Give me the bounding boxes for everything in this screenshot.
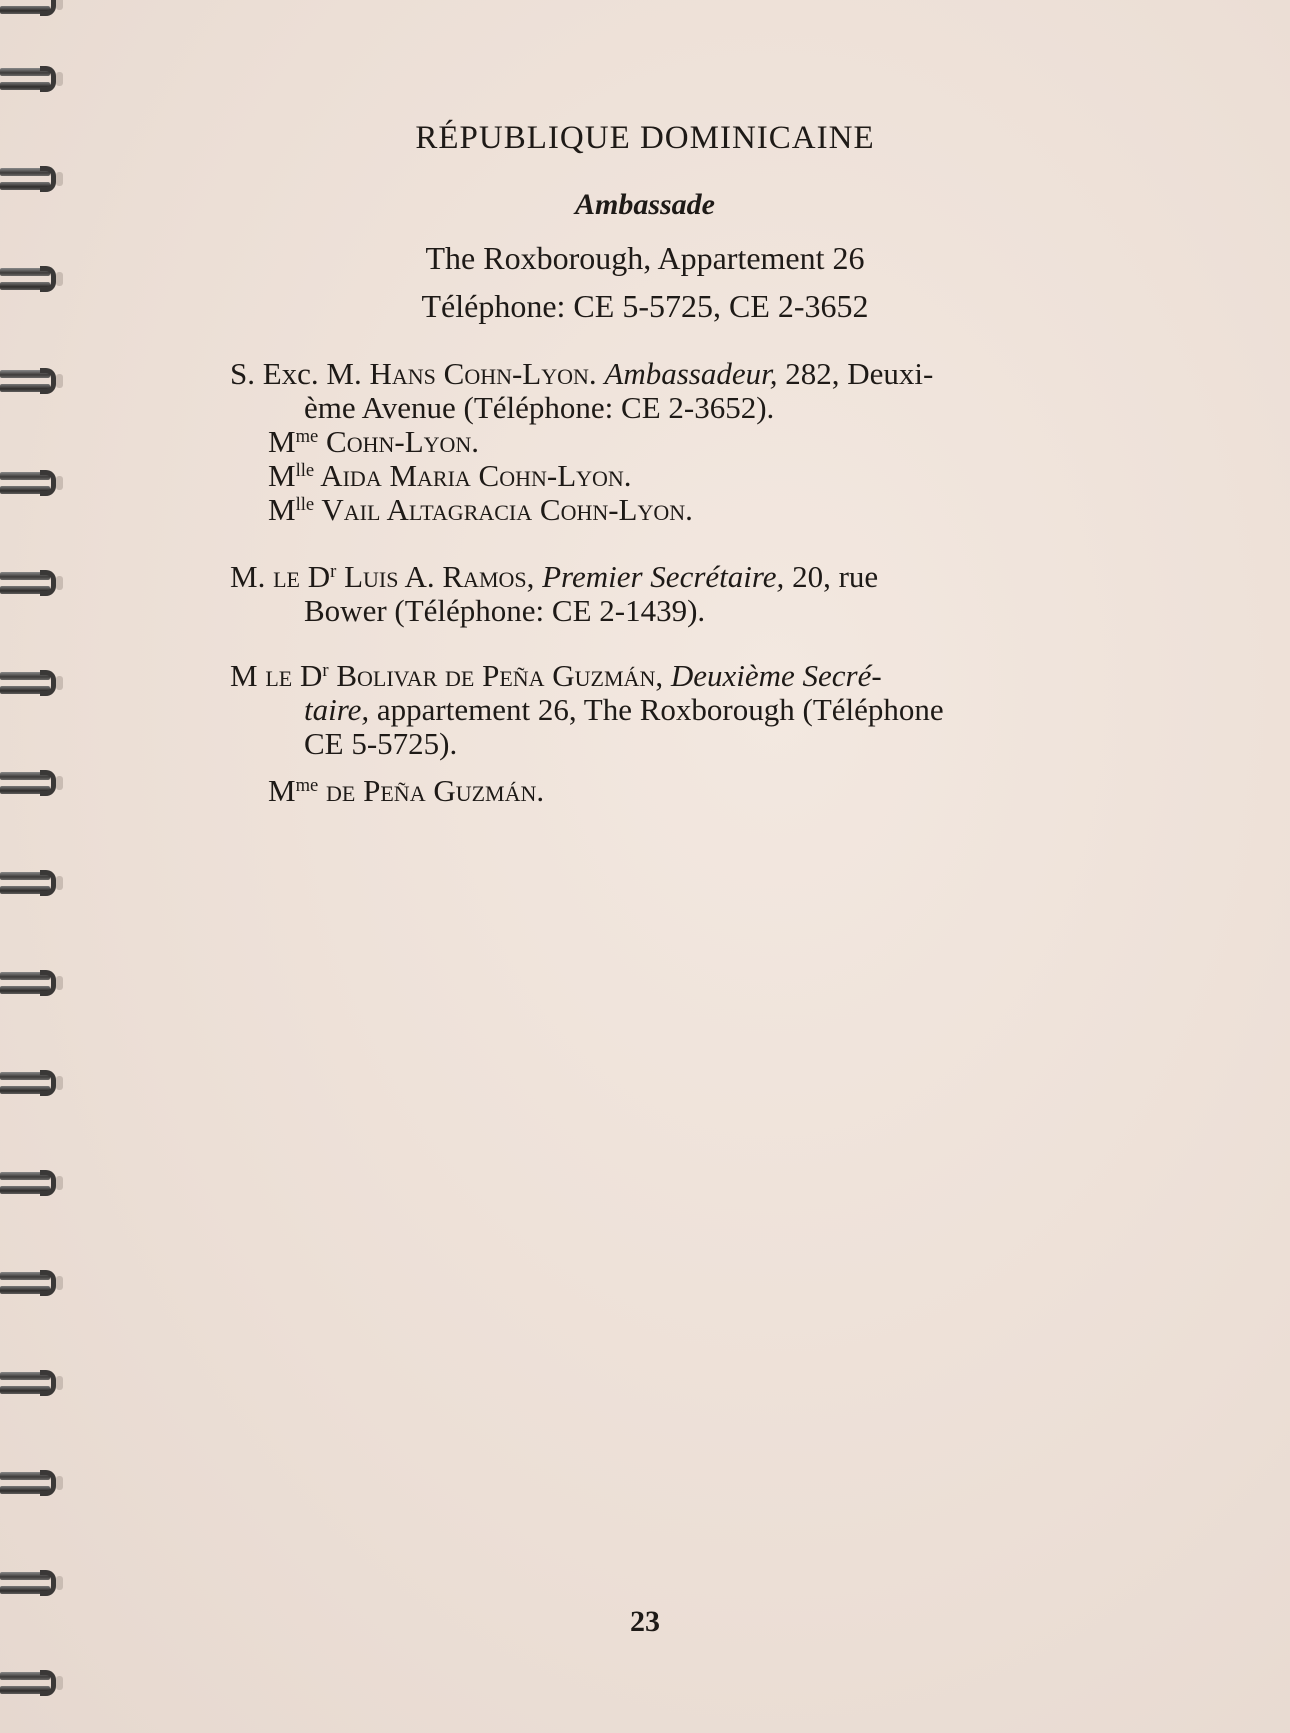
embassy-phone: Téléphone: CE 5-5725, CE 2-3652 [421, 288, 869, 324]
entry-text [230, 357, 1142, 425]
binding-ring [0, 62, 56, 96]
page-number: 23 [630, 1605, 660, 1638]
binding-ring [0, 1066, 56, 1100]
binding-ring [0, 1266, 56, 1300]
entry-address: 20, rue [784, 559, 879, 594]
entry-address: appartement 26, The Roxborough (Téléphone [369, 692, 944, 727]
entry-role: Deuxième Secré- [663, 658, 882, 693]
binding-ring [0, 766, 56, 800]
binding-ring [0, 1666, 56, 1700]
entry-address: 282, Deuxi- [777, 356, 934, 391]
entry-name: Bolivar de Peña Guzmán, [328, 658, 664, 693]
entry-address-cont: ème Avenue (Téléphone: CE 2-3652). [304, 390, 775, 425]
binding-ring [0, 1366, 56, 1400]
embassy-address: The Roxborough, Appartement 26 [425, 240, 865, 276]
family-member: $M^{lle}$ Aida Maria Cohn-Lyon. [268, 458, 632, 493]
directory-entry [230, 659, 1142, 761]
page-title: RÉPUBLIQUE DOMINICAINE [415, 120, 875, 156]
entry-role: Ambassadeur, [604, 356, 778, 391]
binding-ring [0, 666, 56, 700]
family-member: $M^{lle}$ Vail Altagracia Cohn-Lyon. [268, 492, 693, 527]
entry-text: M. le $D^r$ Luis A. Ramos, Premier Secrétaire, 20, rue Bower (Téléphone: CE 2-1439). [230, 559, 879, 628]
entry-prefix: S. Exc. M. [230, 356, 370, 391]
section-subtitle: Ambassade [574, 188, 715, 221]
binding-ring [0, 364, 56, 398]
binding-ring [0, 1566, 56, 1600]
binding-ring [0, 866, 56, 900]
family-member: $M^{me}$ Cohn-Lyon. [268, 424, 480, 459]
entry-address-cont: Bower (Téléphone: CE 2-1439). [304, 593, 706, 628]
family-member: $M^{me}$ de Peña Guzmán. [268, 773, 545, 808]
binding-ring [0, 1166, 56, 1200]
binding-ring [0, 566, 56, 600]
entry-role: Premier Secrétaire, [534, 559, 785, 594]
entry-name: Luis A. Ramos, [336, 559, 535, 594]
directory-entry [230, 357, 1142, 425]
binding-ring [0, 0, 56, 20]
entry-name: Hans Cohn-Lyon. [369, 356, 597, 391]
binding-ring [0, 1466, 56, 1500]
binding-ring [0, 466, 56, 500]
entry-text: M le $D^r$ Bolivar de Peña Guzmán, Deuxième Secré- taire, appartement 26, The Roxborough (Téléphone CE 5-5725). [230, 658, 944, 761]
binding-ring [0, 966, 56, 1000]
entry-address-cont: CE 5-5725). [304, 726, 458, 761]
directory-entry [230, 560, 1142, 628]
